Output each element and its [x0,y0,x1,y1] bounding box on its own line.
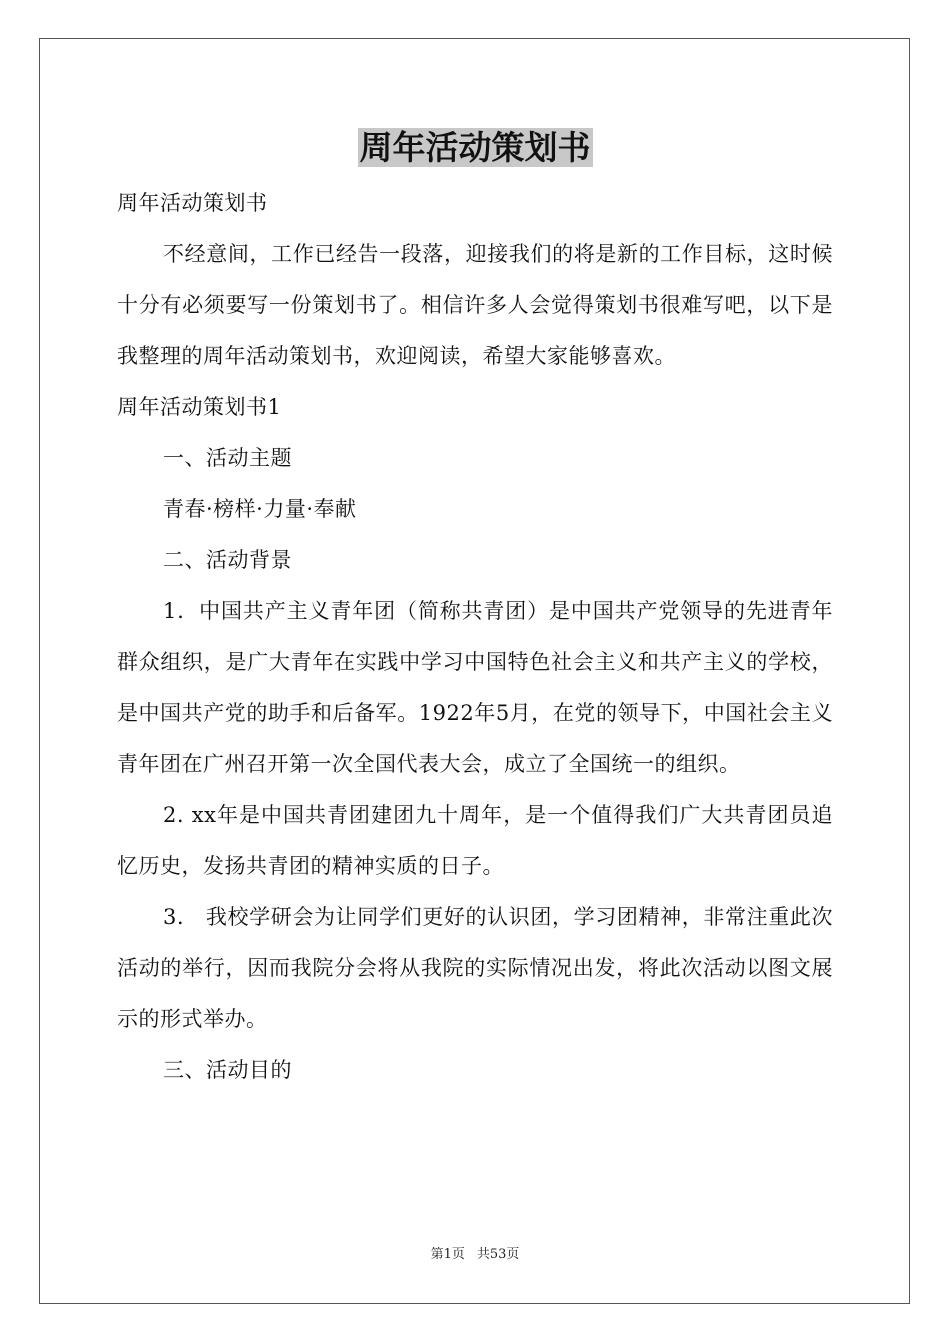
paragraph: 周年活动策划书 [117,191,268,215]
document-body [117,178,833,1096]
paragraph: 不经意间，工作已经告一段落，迎接我们的将是新的工作目标，这时候十分有必须要写一份策划书了。相信许多人会觉得策划书很难写吧，以下是我整理的周年活动策划书，欢迎阅读，希望大家能够喜欢。 [117,242,833,368]
subsection-heading: 二、活动背景 [163,548,292,572]
subsection-heading: 三、活动目的 [163,1058,292,1082]
page-footer [0,1246,950,1264]
section-heading: 周年活动策划书1 [117,395,282,419]
paragraph: 3． 我校学研会为让同学们更好的认识团，学习团精神，非常注重此次活动的举行，因而我院分会将从我院的实际情况出发，将此次活动以图文展示的形式举办。 [117,905,833,1031]
page-number: 第1页 [430,1247,465,1262]
paragraph: 2. xx年是中国共青团建团九十周年，是一个值得我们广大共青团员追忆历史，发扬共青团的精神实质的日子。 [117,803,833,878]
page-total: 共53页 [476,1247,520,1262]
document-title-text: 周年活动策划书 [359,128,591,167]
paragraph: 1．中国共产主义青年团（简称共青团）是中国共产党领导的先进青年群众组织，是广大青年在实践中学习中国特色社会主义和共产主义的学校，是中国共产党的助手和后备军。1922年5月，在党的领导下，中国社会主义青年团在广州召开第一次全国代表大会，成立了全国统一的组织。 [117,599,833,776]
document-title [0,124,950,172]
paragraph: 青春·榜样·力量·奉献 [163,497,357,521]
subsection-heading: 一、活动主题 [163,446,292,470]
